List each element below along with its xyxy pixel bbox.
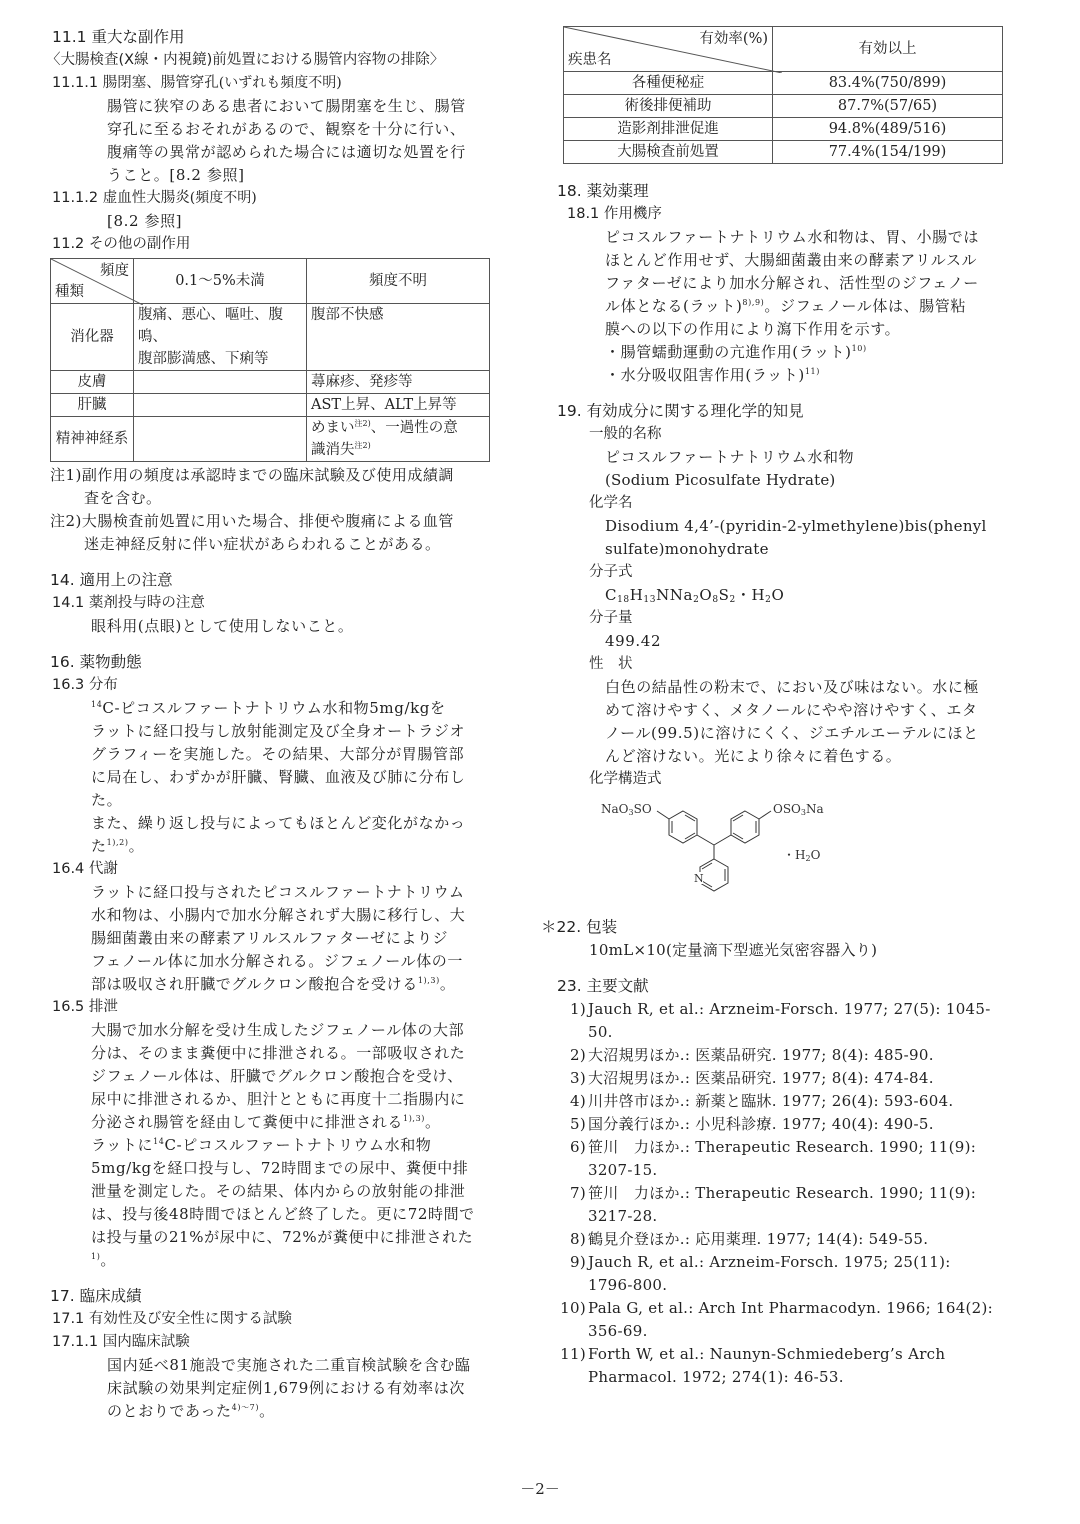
ref-line: 3207-15. — [588, 1161, 658, 1179]
section-11-1-title: 11.1 重大な副作用 — [52, 28, 185, 46]
section-18-1-title: 18.1 作用機序 — [567, 206, 662, 222]
body-line: んど溶けない。光により徐々に着色する。 — [605, 747, 902, 765]
reference-item — [557, 1067, 1005, 1090]
reference-item — [557, 1297, 1005, 1343]
cell-text: 識消失 — [311, 442, 355, 458]
body-text: 。 — [100, 1251, 117, 1269]
note-line: 注2)大腸検査前処置に用いた場合、排便や腹痛による血管 — [50, 512, 454, 530]
body-text: 部は吸収され肝臓でグルクロン酸抱合を受ける — [91, 975, 418, 993]
section-22-heading: 22. 包装 — [556, 918, 618, 936]
table-row — [564, 72, 1003, 95]
row-kind: 精神神経系 — [51, 417, 134, 462]
cell-line — [311, 417, 485, 439]
ref-line: 50. — [588, 1023, 613, 1041]
row-col2 — [307, 304, 490, 371]
header-frequency: 頻度 — [100, 263, 129, 279]
table-row — [564, 141, 1003, 164]
body-line: 水和物は、小腸内で加水分解されず大腸に移行し、大 — [91, 906, 466, 924]
body-text: 。 — [424, 1113, 441, 1131]
body-line: 泄量を測定した。その結果、体内からの放射能の排泄 — [91, 1182, 466, 1200]
ref-text — [586, 1343, 1005, 1389]
body-text: 。 — [439, 975, 456, 993]
ref-sup: 11) — [804, 367, 820, 376]
efficacy-table — [563, 26, 1003, 164]
table-notes — [50, 464, 490, 556]
ref-text — [586, 1182, 1005, 1228]
ref-line: 3217-28. — [588, 1207, 658, 1225]
body-line — [107, 1400, 490, 1423]
row-value: 87.7%(57/65) — [773, 95, 1003, 118]
ref-line: 笹川 力ほか.: Therapeutic Research. 1990; 11(9): — [588, 1184, 977, 1202]
table-header-row — [51, 259, 490, 304]
section-14-1-title: 14.1 薬剤投与時の注意 — [52, 595, 205, 611]
reference-item — [557, 1090, 1005, 1113]
body-line — [91, 1111, 490, 1134]
section-16-5-body — [50, 1019, 490, 1272]
reference-list — [557, 998, 1005, 1389]
row-col1 — [134, 371, 307, 394]
body-line: ノール(99.5)に溶けにくく、ジエチルエーテルにほと — [605, 724, 979, 742]
chemical-name-line: Disodium 4,4’-(pyridin-2-ylmethylene)bis(phenyl — [605, 517, 987, 535]
table-header-corner — [51, 259, 134, 304]
section-16-title: 16. 薬物動態 — [50, 653, 142, 671]
properties-body — [557, 676, 1005, 768]
table-header-corner — [564, 27, 773, 72]
reference-item — [557, 1251, 1005, 1297]
section-11-1-2-title — [52, 187, 490, 210]
body-line — [91, 1134, 490, 1157]
generic-name-label: 一般的名称 — [589, 426, 662, 442]
ref-line: Pharmacol. 1972; 274(1): 46-53. — [588, 1368, 844, 1386]
struct-water: ・H2O — [783, 848, 821, 863]
reference-item — [557, 1113, 1005, 1136]
ref-line: 笹川 力ほか.: Therapeutic Research. 1990; 11(9): — [588, 1138, 977, 1156]
body-line: グラフィーを実施した。その結果、大部分が胃腸管部 — [91, 745, 465, 763]
section-11-1-1-body — [50, 95, 490, 187]
footnote-ref: 注2) — [354, 419, 371, 428]
ref-number: 5) — [570, 1115, 586, 1133]
footnote-ref: 注2) — [354, 441, 371, 450]
note-line: 迷走神経反射に伴い症状があらわれることがある。 — [84, 535, 441, 553]
struct-left-group: NaO3SO — [601, 802, 652, 817]
body-line: ジフェノール体は、肝臓でグルクロン酸抱合を受け、 — [91, 1067, 463, 1085]
body-line: ファターゼにより加水分解され、活性型のジフェノー — [605, 274, 979, 292]
table-row — [564, 95, 1003, 118]
ref-sup: 1),3) — [417, 976, 440, 985]
header-col2: 頻度不明 — [307, 259, 490, 304]
body-line: ラットに経口投与し放射能測定及び全身オートラジオ — [91, 722, 466, 740]
ref-number: 10) — [560, 1299, 586, 1317]
section-18-1-body — [557, 226, 1005, 387]
reference-item — [557, 1182, 1005, 1228]
reference-item — [557, 998, 1005, 1044]
body-text: 。 — [128, 837, 145, 855]
ref-number: 3) — [570, 1069, 586, 1087]
structure-label: 化学構造式 — [589, 771, 662, 787]
ref-sup: 1) — [91, 1252, 101, 1261]
body-text: C-ピコスルファートナトリウム水和物 — [164, 1136, 432, 1154]
generic-name-ja: ピコスルファートナトリウム水和物 — [605, 448, 855, 466]
body-text: 分泌され腸管を経由して糞便中に排泄される — [91, 1113, 404, 1131]
section-11-1-1-freq: (いずれも頻度不明) — [218, 75, 342, 91]
body-text: 。 — [259, 1402, 275, 1420]
body-text: のとおりであった — [107, 1402, 232, 1420]
ref-sup: 4)～7) — [231, 1403, 260, 1412]
ref-text — [586, 1136, 1005, 1182]
body-line: 尿中に排泄されるか、胆汁とともに再度十二指腸内に — [91, 1090, 466, 1108]
row-name: 大腸検査前処置 — [564, 141, 773, 164]
ref-line: 鶴見介登ほか.: 応用薬理. 1977; 14(4): 549-55. — [588, 1230, 929, 1248]
section-11-1-2-ref: [8.2 参照] — [107, 212, 183, 230]
bullet-text: ・腸管蠕動運動の亢進作用(ラット) — [605, 343, 852, 361]
body-line: 腸管に狭窄のある患者において腸閉塞を生じ、腸管 — [107, 97, 466, 115]
ref-line: 356-69. — [588, 1322, 648, 1340]
section-11-2-title: 11.2 その他の副作用 — [52, 236, 191, 252]
side-effects-table — [50, 258, 490, 462]
cell-line — [311, 439, 485, 461]
body-text: ル体となる(ラット) — [605, 297, 743, 315]
ref-line: 1796-800. — [588, 1276, 668, 1294]
body-text: C-ピコスルファートナトリウム水和物5mg/kgを — [102, 699, 446, 717]
ref-number: 4) — [570, 1092, 586, 1110]
bullet-item — [605, 364, 1005, 387]
cell-text: めまい — [311, 420, 355, 436]
section-16-4-body — [50, 881, 490, 996]
reference-item — [557, 1136, 1005, 1182]
row-col1 — [134, 304, 307, 371]
generic-name-en: (Sodium Picosulfate Hydrate) — [605, 471, 836, 489]
row-value: 77.4%(154/199) — [773, 141, 1003, 164]
bullet-item — [605, 341, 1005, 364]
row-name: 各種便秘症 — [564, 72, 773, 95]
ref-line: Forth W, et al.: Naunyn-Schmiedeberg’s Arch — [588, 1345, 946, 1363]
ref-number: 11) — [560, 1345, 586, 1363]
page-number: －2－ — [520, 1480, 560, 1498]
ref-number: 2) — [570, 1046, 586, 1064]
row-col2 — [307, 417, 490, 462]
struct-nitrogen: N — [694, 872, 704, 885]
row-name: 術後排便補助 — [564, 95, 773, 118]
body-line — [91, 835, 490, 858]
header-rate: 有効率(%) — [699, 31, 768, 47]
body-line: に局在し、わずかが肝臓、腎臓、血液及び肺に分布した。 — [91, 768, 466, 809]
ref-line: 大沼規男ほか.: 医薬品研究. 1977; 8(4): 474-84. — [588, 1069, 934, 1087]
right-column — [541, 26, 1005, 1389]
chemical-name-label: 化学名 — [589, 495, 633, 511]
body-line: ほとんど作用せず、大腸細菌叢由来の酵素アリルスル — [605, 251, 978, 269]
section-18-title: 18. 薬効薬理 — [557, 182, 649, 200]
body-line: 分は、そのまま糞便中に排泄される。一部吸収された — [91, 1044, 466, 1062]
row-col1 — [134, 417, 307, 462]
section-11-1-subtitle: 〈大腸検査(X線・内視鏡)前処置における腸管内容物の排除〉 — [46, 52, 445, 68]
ref-text — [586, 998, 1005, 1044]
body-text: ラットに — [91, 1136, 154, 1154]
ref-number: 7) — [570, 1184, 586, 1202]
ref-line: Pala G, et al.: Arch Int Pharmacodyn. 1966; 164(2): — [588, 1299, 994, 1317]
table-row — [564, 118, 1003, 141]
body-line: 腸細菌叢由来の酵素アリルスルファターゼによりジ — [91, 929, 449, 947]
ref-number: 1) — [570, 1000, 586, 1018]
section-17-1-title: 17.1 有効性及び安全性に関する試験 — [52, 1311, 292, 1327]
ref-sup: 8),9) — [742, 298, 765, 307]
note-line: 注1)副作用の頻度は承認時までの臨床試験及び使用成績調 — [50, 466, 454, 484]
body-line: 穿孔に至るおそれがあるので、観察を十分に行い、 — [107, 120, 466, 138]
note-line: 査を含む。 — [84, 489, 162, 507]
section-11-1-1-heading: 11.1.1 腸閉塞、腸管穿孔 — [52, 75, 219, 91]
revision-mark: ＊ — [541, 918, 557, 936]
body-line: 5mg/kgを経口投与し、72時間までの尿中、糞便中排 — [91, 1159, 469, 1177]
row-kind: 肝臓 — [51, 394, 134, 417]
section-16-4-title: 16.4 代謝 — [52, 861, 118, 877]
ref-sup: 1),2) — [106, 838, 129, 847]
body-line: うこと。[8.2 参照] — [107, 166, 245, 184]
section-19-title: 19. 有効成分に関する理化学的知見 — [557, 402, 804, 420]
reference-item — [557, 1228, 1005, 1251]
section-11-1-2-freq: (頻度不明) — [189, 190, 257, 206]
body-line: 大腸で加水分解を受け生成したジフェノール体の大部 — [91, 1021, 465, 1039]
molecular-weight-label: 分子量 — [589, 610, 633, 626]
body-line: フェノール体に加水分解される。ジフェノール体の一 — [91, 952, 464, 970]
table-row — [51, 304, 490, 371]
row-col2: 蕁麻疹、発疹等 — [307, 371, 490, 394]
body-line: めて溶けやすく、メタノールにやや溶けやすく、エタ — [605, 701, 978, 719]
body-line: 床試験の効果判定症例1,679例における有効率は次 — [107, 1379, 465, 1397]
section-17-1-1-body — [50, 1354, 490, 1423]
body-line: ラットに経口投与されたピコスルファートナトリウム — [91, 883, 465, 901]
cell-line: 腹痛、悪心、嘔吐、腹鳴、 — [138, 307, 283, 345]
structure-diagram — [601, 793, 841, 903]
reference-item — [557, 1343, 1005, 1389]
header-kind: 種類 — [55, 284, 84, 300]
isotope-sup: 14 — [153, 1137, 165, 1146]
table-header-row — [564, 27, 1003, 72]
section-11-1-2-heading: 11.1.2 虚血性大腸炎 — [52, 190, 190, 206]
left-column — [46, 26, 490, 1423]
body-line: また、繰り返し投与によってもほとんど変化がなかっ — [91, 814, 466, 832]
section-17-1-1-title: 17.1.1 国内臨床試験 — [52, 1334, 190, 1350]
section-22-title — [541, 916, 1005, 939]
row-kind: 消化器 — [51, 304, 134, 371]
body-line — [91, 697, 490, 720]
row-kind: 皮膚 — [51, 371, 134, 394]
section-23-title: 23. 主要文献 — [557, 977, 649, 995]
row-value: 94.8%(489/516) — [773, 118, 1003, 141]
bullet-text: ・水分吸収阻害作用(ラット) — [605, 366, 805, 384]
table-row — [51, 394, 490, 417]
ref-line: 川井啓市ほか.: 新薬と臨牀. 1977; 26(4): 593-604. — [588, 1092, 954, 1110]
ref-sup: 1),3) — [403, 1114, 425, 1123]
ref-number: 8) — [570, 1230, 586, 1248]
header-effective: 有効以上 — [773, 27, 1003, 72]
body-line — [91, 1226, 490, 1272]
row-col1 — [134, 394, 307, 417]
body-line — [605, 295, 1005, 318]
row-name: 造影剤排泄促進 — [564, 118, 773, 141]
struct-right-group: OSO3Na — [773, 802, 824, 817]
cell-line: 腹部不快感 — [311, 307, 384, 323]
table-row — [51, 417, 490, 462]
ref-line: 大沼規男ほか.: 医薬品研究. 1977; 8(4): 485-90. — [588, 1046, 934, 1064]
body-text: は投与量の21%が尿中に、72%が糞便中に排泄された — [91, 1228, 474, 1246]
ref-number: 9) — [570, 1253, 586, 1271]
header-disease: 疾患名 — [568, 52, 612, 68]
section-17-title: 17. 臨床成績 — [50, 1287, 142, 1305]
body-line: 国内延べ81施設で実施された二重盲検試験を含む臨 — [107, 1356, 471, 1374]
ref-sup: 10) — [851, 344, 867, 353]
ref-text — [586, 1297, 1005, 1343]
ref-line: 国分義行ほか.: 小児科診療. 1977; 40(4): 490-5. — [588, 1115, 934, 1133]
section-16-5-title: 16.5 排泄 — [52, 999, 118, 1015]
section-11-1-1-title — [52, 72, 490, 95]
body-line: 白色の結晶性の粉末で、におい及び味はない。水に極 — [605, 678, 980, 696]
note-2 — [50, 510, 490, 556]
body-text: 。ジフェノール体は、腸管粘 — [764, 297, 966, 315]
note-1 — [50, 464, 490, 510]
ref-line: Jauch R, et al.: Arzneim-Forsch. 1977; 27(5): 1045- — [588, 1000, 991, 1018]
header-col1: 0.1～5%未満 — [134, 259, 307, 304]
molecular-weight: 499.42 — [605, 632, 662, 650]
body-text: た — [91, 837, 107, 855]
section-14-title: 14. 適用上の注意 — [50, 571, 173, 589]
section-14-1-text: 眼科用(点眼)として使用しないこと。 — [91, 617, 354, 635]
molecular-formula: $C_{18}H_{13}NNa_2O_8S_2$・$H_2O$ — [605, 586, 785, 605]
ref-line: Jauch R, et al.: Arzneim-Forsch. 1975; 25(11): — [588, 1253, 951, 1271]
cell-text: 、一過性の意 — [370, 420, 458, 436]
cell-line: 腹部膨満感、下痢等 — [138, 351, 269, 367]
chemical-structure — [601, 793, 1005, 910]
chemical-name-line: sulfate)monohydrate — [605, 540, 769, 558]
body-line: ピコスルファートナトリウム水和物は、胃、小腸では — [605, 228, 979, 246]
isotope-sup: 14 — [91, 700, 103, 709]
section-16-3-body — [50, 697, 490, 858]
formula-label: 分子式 — [589, 564, 633, 580]
body-line: 腹痛等の異常が認められた場合には適切な処置を行 — [107, 143, 466, 161]
section-16-3-title: 16.3 分布 — [52, 677, 118, 693]
body-line: は、投与後48時間でほとんど終了した。更に72時間で — [91, 1205, 475, 1223]
table-row — [51, 371, 490, 394]
packaging-text: 10mL×10(定量滴下型遮光気密容器入り) — [589, 941, 878, 959]
ref-number: 6) — [570, 1138, 586, 1156]
body-line: 膜への以下の作用により瀉下作用を示す。 — [605, 320, 901, 338]
row-col2: AST上昇、ALT上昇等 — [307, 394, 490, 417]
properties-label: 性 状 — [589, 656, 633, 672]
reference-item — [557, 1044, 1005, 1067]
ref-text — [586, 1251, 1005, 1297]
body-line — [91, 973, 490, 996]
row-value: 83.4%(750/899) — [773, 72, 1003, 95]
